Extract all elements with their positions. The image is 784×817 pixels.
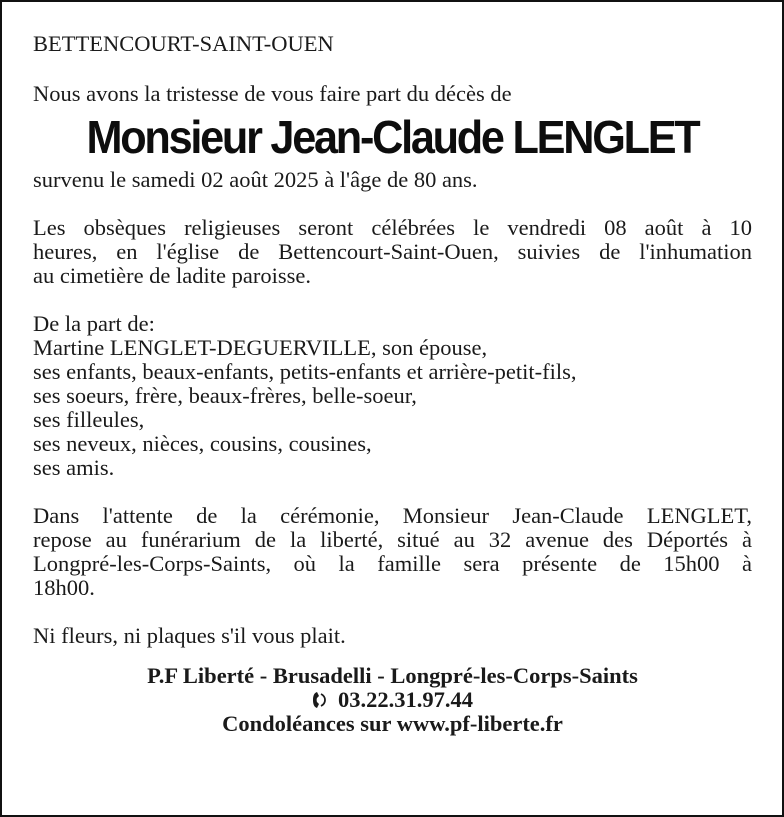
funeral-line: au cimetière de ladite paroisse. bbox=[33, 263, 311, 288]
town-heading: BETTENCOURT-SAINT-OUEN bbox=[33, 31, 334, 56]
phone-number: 03.22.31.97.44 bbox=[338, 687, 473, 712]
intro-text: Nous avons la tristesse de vous faire part du décès de bbox=[33, 81, 512, 106]
flowers-text: Ni fleurs, ni plaques s'il vous plait. bbox=[33, 623, 346, 648]
family-line: ses enfants, beaux-enfants, petits-enfants et arrière-petit-fils, bbox=[33, 359, 577, 384]
funeral-line: Les obsèques religieuses seront célébrées le vendredi 08 août à 10 bbox=[33, 215, 752, 240]
family-line: ses filleules, bbox=[33, 407, 145, 432]
rest-line: Longpré-les-Corps-Saints, où la famille sera présente de 15h00 à bbox=[33, 551, 752, 576]
rest-line: Dans l'attente de la cérémonie, Monsieur Jean-Claude LENGLET, bbox=[33, 503, 752, 528]
funeral-home-name: P.F Liberté - Brusadelli - Longpré-les-Corps-Saints bbox=[147, 663, 638, 688]
family-paragraph bbox=[33, 312, 752, 480]
condolences-text: Condoléances sur www.pf-liberte.fr bbox=[222, 711, 563, 736]
family-line: Martine LENGLET-DEGUERVILLE, son épouse, bbox=[33, 335, 488, 360]
rest-line: 18h00. bbox=[33, 575, 95, 600]
family-line: ses amis. bbox=[33, 455, 115, 480]
funeral-home-footer bbox=[33, 664, 752, 736]
deceased-name: Monsieur Jean-Claude LENGLET bbox=[86, 111, 699, 163]
phone-icon bbox=[312, 691, 328, 709]
funeral-line: heures, en l'église de Bettencourt-Saint-Ouen, suivies de l'inhumation bbox=[33, 239, 752, 264]
death-date-text: survenu le samedi 02 août 2025 à l'âge de 80 ans. bbox=[33, 167, 478, 192]
family-line: ses neveux, nièces, cousins, cousines, bbox=[33, 431, 372, 456]
rest-paragraph bbox=[33, 504, 752, 600]
family-heading: De la part de: bbox=[33, 311, 155, 336]
rest-line: repose au funérarium de la liberté, situé au 32 avenue des Déportés à bbox=[33, 527, 752, 552]
funeral-paragraph bbox=[33, 216, 752, 288]
phone-line bbox=[33, 688, 752, 712]
family-line: ses soeurs, frère, beaux-frères, belle-soeur, bbox=[33, 383, 417, 408]
